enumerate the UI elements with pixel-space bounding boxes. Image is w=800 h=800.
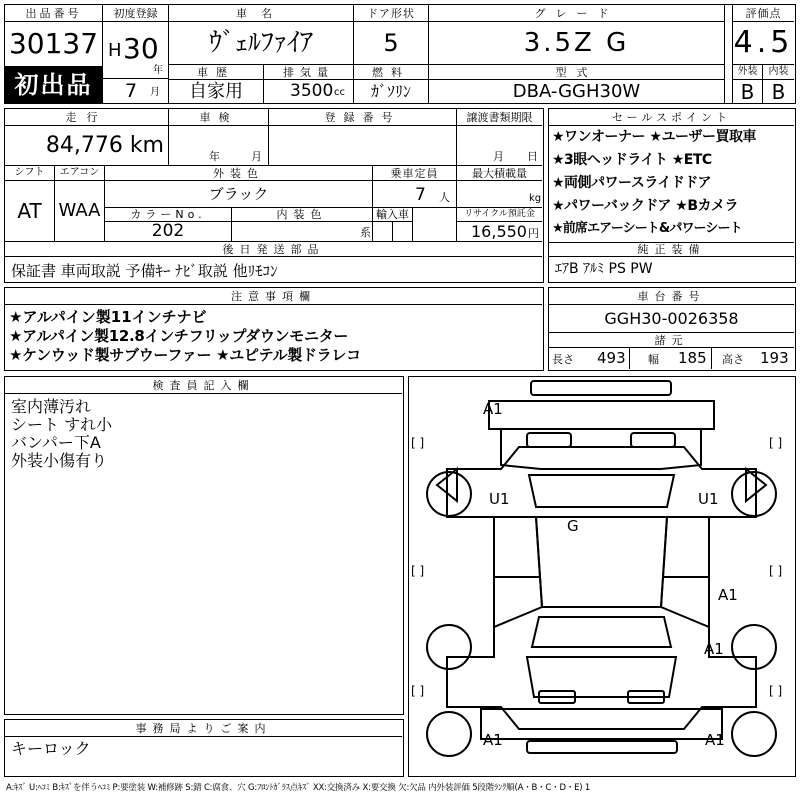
max-load-cell — [457, 181, 542, 208]
doors-value: 5 — [354, 22, 429, 65]
grade-label: グレード — [429, 5, 725, 22]
import-cell-b — [393, 222, 413, 242]
registration-month-cell — [103, 78, 169, 103]
mileage-label: 走行 — [5, 109, 169, 126]
capacity-unit: 人 — [439, 191, 450, 204]
capacity-value: 7 — [415, 185, 426, 205]
doors-label: ドア形状 — [354, 5, 429, 22]
displacement-unit: cc — [334, 87, 345, 98]
car-name: ｳﾞｪﾙﾌｧｲｱ — [169, 22, 354, 65]
mark-front-right-door: U1 — [698, 490, 719, 508]
parts-later-label: 後日発送部品 — [5, 242, 542, 257]
dims-height-cell — [712, 348, 794, 369]
sales-points-label: セールスポイント — [549, 109, 794, 126]
capacity-label: 乗車定員 — [373, 166, 457, 181]
header-box — [4, 4, 796, 104]
inspector-line-2: シート すれ小 — [11, 415, 113, 434]
registration-label: 初度登録 — [103, 5, 169, 22]
interior-color-cell — [232, 222, 373, 242]
import-cell-a — [373, 222, 393, 242]
bracket-right-2: [ ] — [769, 564, 783, 578]
lot-label: 出品番号 — [5, 5, 103, 22]
inspection-year-unit: 年 — [209, 150, 220, 163]
aircon-value: WAA — [55, 181, 105, 242]
exterior-color: ブラック — [105, 181, 373, 208]
reg-number-label: 登録番号 — [269, 109, 457, 126]
transfer-label: 譲渡書類期限 — [457, 109, 542, 126]
bracket-left-2: [ ] — [411, 564, 425, 578]
mark-rear-right-panel: A1 — [718, 586, 738, 604]
inspector-box — [4, 376, 404, 715]
import-spacer — [413, 208, 457, 242]
dims-length: 493 — [597, 349, 626, 367]
color-no-label: カラーNo. — [105, 208, 232, 222]
chassis-number: GGH30-0026358 — [549, 305, 794, 333]
mileage-value: 84,776 km — [5, 126, 169, 166]
registration-month-unit: 月 — [150, 87, 160, 98]
exterior-color-label: 外装色 — [105, 166, 373, 181]
score-interior-label: 内装 — [763, 65, 794, 80]
max-load-unit: kg — [529, 193, 542, 204]
score-exterior-label: 外装 — [732, 65, 763, 80]
notes-label: 注意事項欄 — [5, 288, 542, 305]
inspector-line-4: 外装小傷有り — [11, 451, 108, 470]
fuel-label: 燃料 — [354, 65, 429, 80]
grade-value: 3.5Z G — [429, 22, 725, 65]
dims-width-cell — [630, 348, 712, 369]
inspection-label: 車検 — [169, 109, 269, 126]
dims-height-label: 高さ — [722, 353, 744, 366]
registration-year: 30 — [123, 32, 159, 65]
office-label: 事務局よりご案内 — [5, 720, 402, 737]
parts-later: 保証書 車両取説 予備ｷｰ ﾅﾋﾞ取説 他ﾘﾓｺﾝ — [11, 262, 278, 280]
mark-windshield: G — [567, 517, 579, 535]
standard-equipment-label: 純正装備 — [549, 242, 794, 257]
sales-point-5: ★前席エアーシート&パワーシート — [552, 221, 742, 236]
transfer-day-unit: 日 — [527, 150, 538, 163]
mark-front-left-door: U1 — [489, 490, 510, 508]
inspector-line-1: 室内薄汚れ — [11, 397, 92, 416]
model-code: DBA-GGH30W — [429, 80, 725, 103]
score-interior: B — [771, 80, 786, 103]
note-line-1: ★アルパイン製11インチナビ — [9, 308, 207, 326]
recycle-cell — [457, 222, 542, 242]
aircon-label: エアコン — [55, 166, 105, 181]
reg-number-cell — [269, 126, 457, 166]
office-note: キーロック — [11, 739, 91, 758]
dims-label: 諸元 — [549, 333, 794, 348]
score-value: 4.5 — [732, 22, 794, 65]
inspector-line-3: バンパー下A — [11, 433, 101, 452]
mark-rear-right-quarter: A1 — [704, 640, 724, 658]
damage-diagram-box — [408, 376, 796, 777]
mark-front-bumper: A1 — [483, 400, 503, 418]
bracket-right-3: [ ] — [769, 684, 783, 698]
recycle-value: 16,550 — [471, 222, 527, 241]
sales-point-4: ★パワーバックドア ★Bカメラ — [552, 198, 739, 214]
score-exterior: B — [732, 80, 763, 103]
note-line-3: ★ケンウッド製サブウーファー ★ユピテル製ドラレコ — [9, 346, 361, 364]
office-box — [4, 719, 404, 777]
registration-year-cell — [103, 22, 169, 78]
max-load-label: 最大積載量 — [457, 166, 542, 181]
first-listing-badge: 初出品 — [5, 67, 103, 103]
mark-rear-bumper-left: A1 — [483, 731, 503, 749]
color-no: 202 — [105, 222, 232, 242]
car-name-label: 車名 — [169, 5, 354, 22]
inspection-month-unit: 月 — [251, 150, 262, 163]
transfer-cell — [457, 126, 542, 166]
shift-value: AT — [5, 181, 55, 242]
vehicle-info-box — [4, 108, 544, 283]
history-label: 車歴 — [169, 65, 264, 80]
history-value: 自家用 — [169, 80, 264, 103]
displacement-value: 3500 — [290, 81, 334, 101]
bracket-left-1: [ ] — [411, 436, 425, 450]
mark-rear-bumper-right: A1 — [705, 731, 725, 749]
car-diagram — [409, 377, 794, 775]
note-line-2: ★アルパイン製12.8インチフリップダウンモニター — [9, 327, 349, 345]
recycle-label: リサイクル預託金 — [457, 208, 542, 222]
notes-box — [4, 287, 544, 371]
standard-equipment: ｴｱB ｱﾙﾐ PS PW — [555, 261, 653, 277]
legend: A:ｷｽﾞ U:ﾍｺﾐ B:ｷｽﾞを伴うﾍｺﾐ P:要塗装 W:補修跡 S:錆 C:腐食、穴 G:ﾌﾛﾝﾄｶﾞﾗｽ点ｷｽﾞ XX:交換済み X:要交換 欠:欠品 内外装評価 5段階ﾗﾝｸ順(A・B・C・D・E) 1 — [6, 783, 591, 793]
inspector-label: 検査員記入欄 — [5, 377, 402, 394]
dims-height: 193 — [760, 349, 789, 367]
lot-number: 30137 — [5, 22, 103, 67]
recycle-unit: 円 — [528, 227, 539, 240]
registration-month: 7 — [125, 80, 138, 102]
fuel-value: ｶﾞｿﾘﾝ — [354, 80, 429, 103]
interior-color-unit: 系 — [360, 226, 371, 239]
transfer-month-unit: 月 — [493, 150, 504, 163]
inspection-cell — [169, 126, 269, 166]
displacement-label: 排気量 — [264, 65, 354, 80]
model-code-label: 型式 — [429, 65, 725, 80]
displacement-cell — [264, 80, 354, 103]
dims-width: 185 — [678, 349, 707, 367]
interior-color-label: 内装色 — [232, 208, 373, 222]
score-label: 評価点 — [732, 5, 794, 22]
sales-points-box — [548, 108, 796, 283]
dims-length-label: 長さ — [552, 353, 574, 366]
shift-label: シフト — [5, 166, 55, 181]
import-label: 輸入車 — [373, 208, 413, 222]
capacity-cell — [373, 181, 457, 208]
dims-length-cell — [549, 348, 630, 369]
sales-point-3: ★両側パワースライドドア — [552, 175, 712, 191]
chassis-box — [548, 287, 796, 371]
registration-era: H — [108, 40, 122, 61]
bracket-right-1: [ ] — [769, 436, 783, 450]
dims-width-label: 幅 — [648, 353, 659, 366]
sales-point-1: ★ワンオーナー ★ユーザー買取車 — [552, 129, 756, 145]
bracket-left-3: [ ] — [411, 684, 425, 698]
chassis-label: 車台番号 — [549, 288, 794, 305]
registration-year-unit: 年 — [153, 65, 163, 76]
sales-point-2: ★3眼ヘッドライト ★ETC — [552, 152, 712, 168]
